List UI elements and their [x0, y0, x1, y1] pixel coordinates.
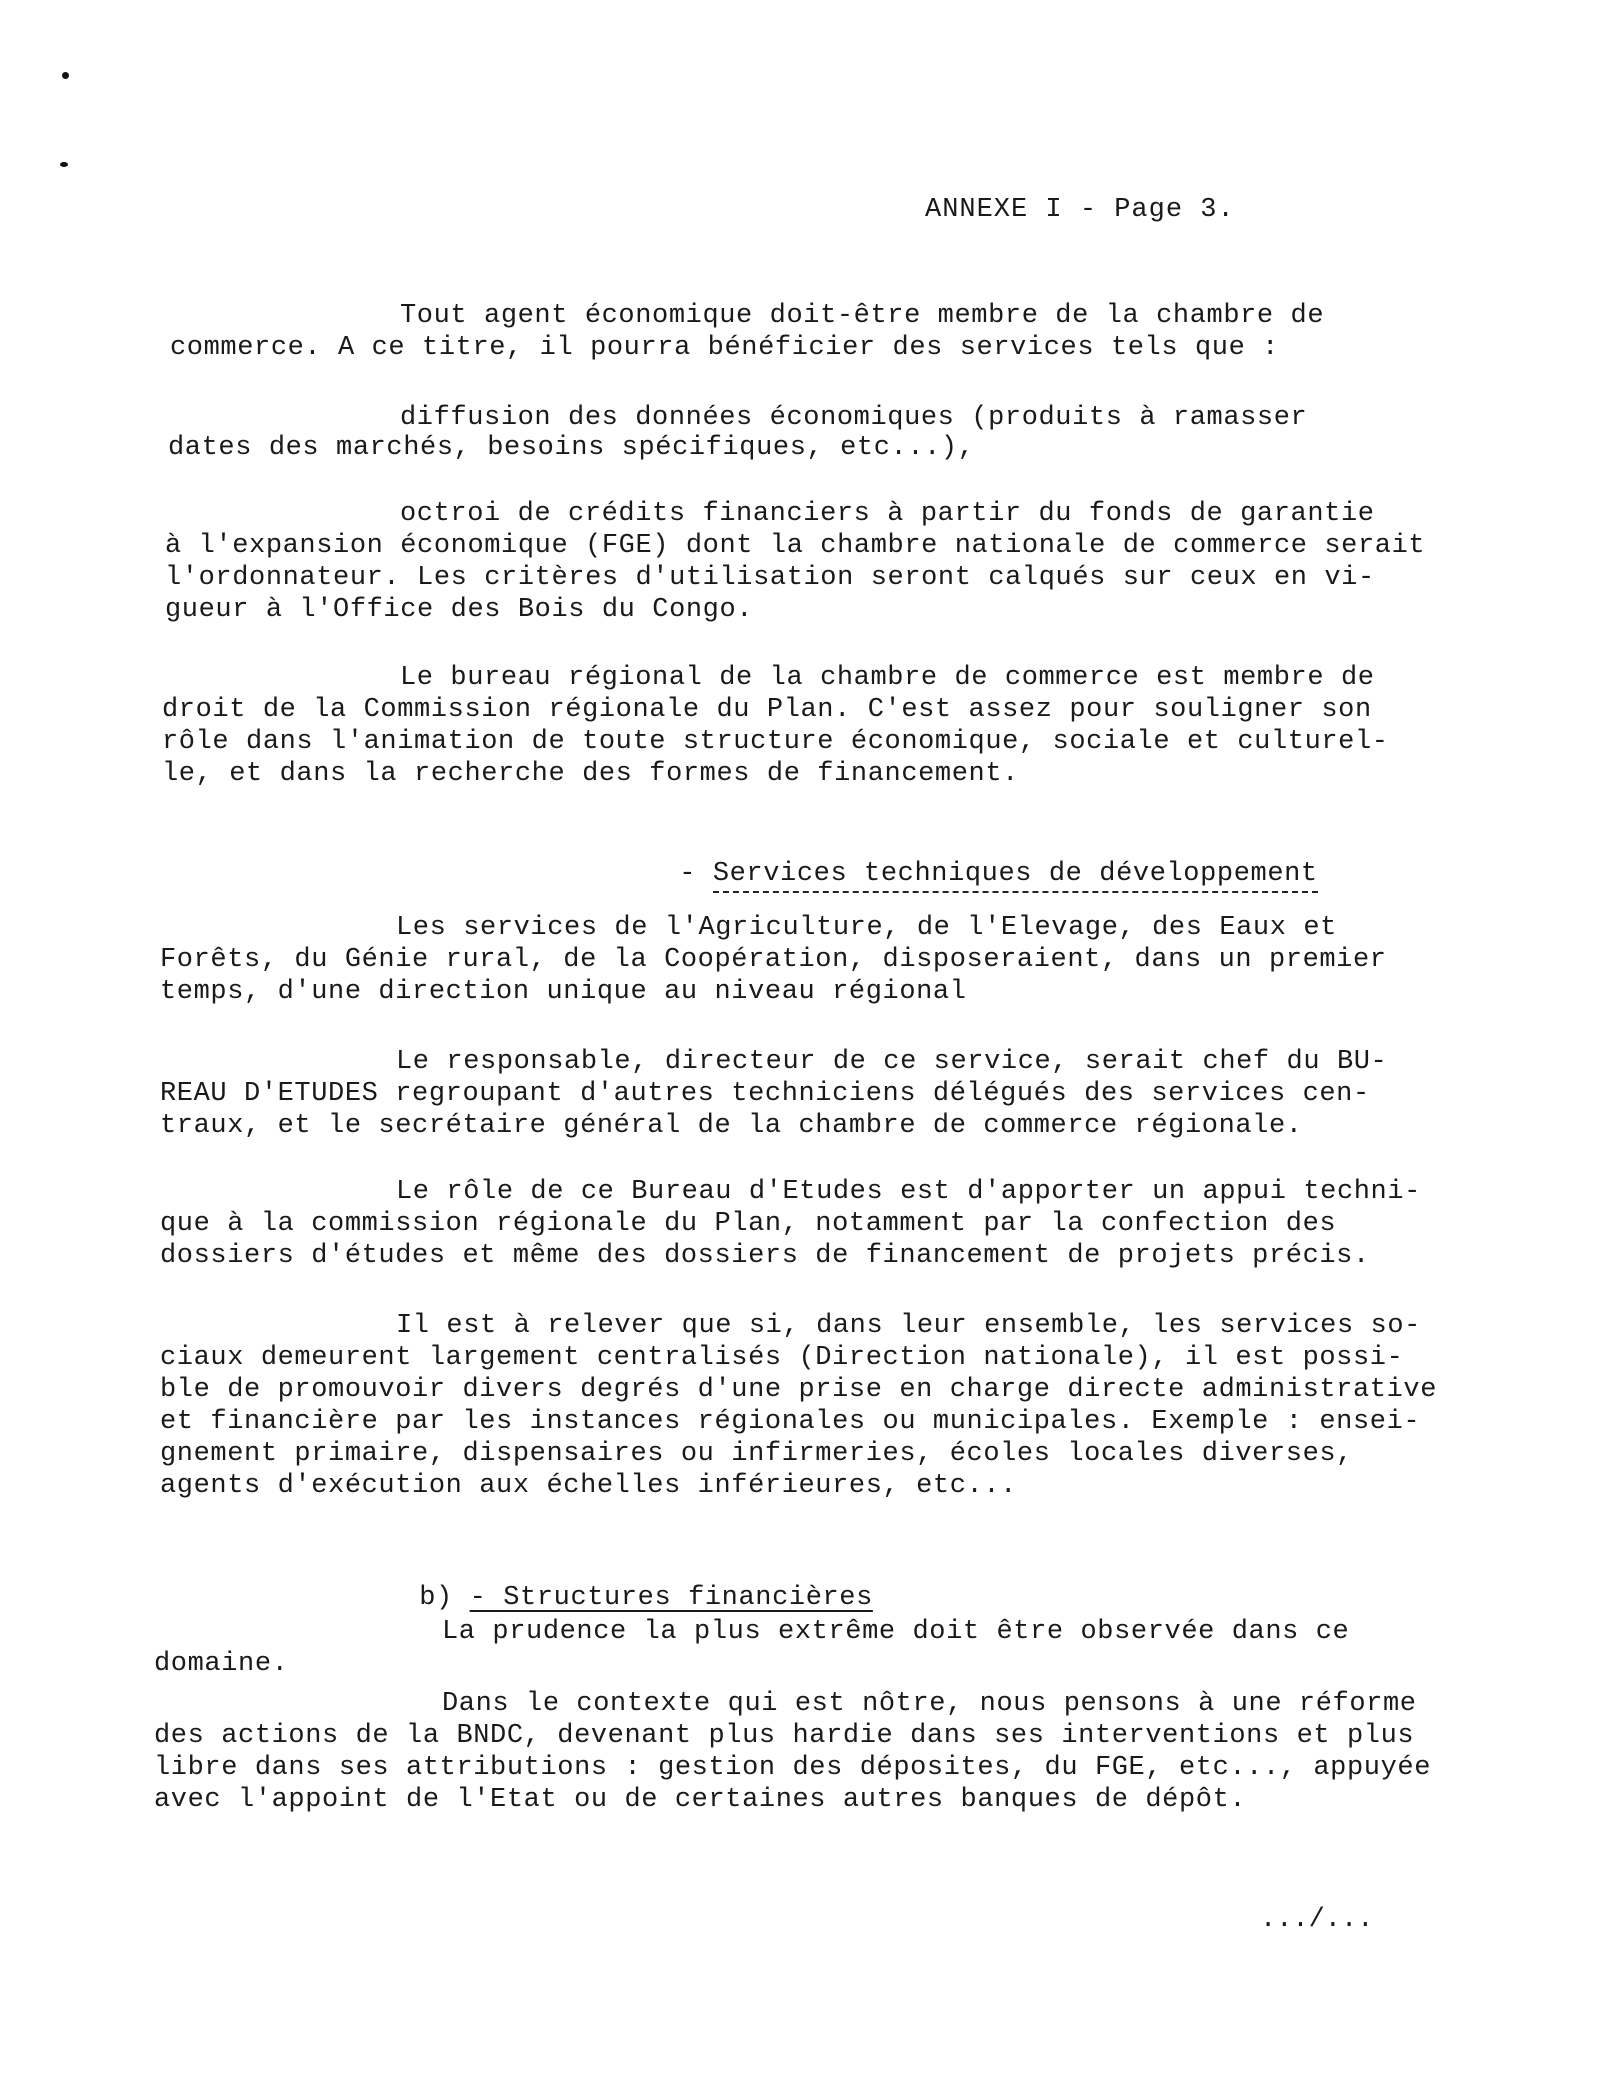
text-line: Le bureau régional de la chambre de commerce est membre de: [400, 663, 1375, 693]
heading-prefix: b): [419, 1583, 470, 1613]
text-line: temps, d'une direction unique au niveau régional: [160, 977, 967, 1007]
text-line: ciaux demeurent largement centralisés (Direction nationale), il est possi-: [160, 1343, 1404, 1373]
text-line: des actions de la BNDC, devenant plus hardie dans ses interventions et plus: [154, 1721, 1415, 1751]
text-line: Forêts, du Génie rural, de la Coopération, disposeraient, dans un premier: [160, 945, 1387, 975]
text-line: octroi de crédits financiers à partir du fonds de garantie: [400, 499, 1375, 529]
text-line: REAU D'ETUDES regroupant d'autres techniciens délégués des services cen-: [160, 1079, 1370, 1109]
heading-text: Services techniques de développement: [713, 859, 1318, 893]
text-line: dates des marchés, besoins spécifiques, etc...),: [168, 433, 975, 463]
text-line: le, et dans la recherche des formes de financement.: [162, 759, 1019, 789]
heading-dash: -: [679, 859, 713, 889]
text-line: libre dans ses attributions : gestion des déposites, du FGE, etc..., appuyée: [154, 1753, 1431, 1783]
page-header: ANNEXE I - Page 3.: [925, 195, 1235, 225]
text-line: traux, et le secrétaire général de la chambre de commerce régionale.: [160, 1111, 1303, 1141]
text-line: rôle dans l'animation de toute structure économique, sociale et culturel-: [162, 727, 1389, 757]
text-line: gnement primaire, dispensaires ou infirmeries, écoles locales diverses,: [160, 1439, 1353, 1469]
text-line: l'ordonnateur. Les critères d'utilisation seront calqués sur ceux en vi-: [165, 563, 1375, 593]
section-heading-services-techniques: [612, 826, 1318, 922]
text-line: et financière par les instances régionales ou municipales. Exemple : ensei-: [160, 1407, 1421, 1437]
text-line: domaine.: [154, 1649, 289, 1679]
text-line: Le responsable, directeur de ce service, serait chef du BU-: [396, 1047, 1388, 1077]
text-line: que à la commission régionale du Plan, notamment par la confection des: [160, 1209, 1337, 1239]
text-line: droit de la Commission régionale du Plan. C'est assez pour souligner son: [162, 695, 1372, 725]
text-line: Dans le contexte qui est nôtre, nous pensons à une réforme: [442, 1689, 1417, 1719]
text-line: agents d'exécution aux échelles inférieures, etc...: [160, 1471, 1017, 1501]
scan-speck: [60, 162, 68, 167]
text-line: diffusion des données économiques (produits à ramasser: [400, 403, 1308, 433]
text-line: ble de promouvoir divers degrés d'une prise en charge directe administrative: [160, 1375, 1437, 1405]
text-line: commerce. A ce titre, il pourra bénéficier des services tels que :: [170, 333, 1279, 363]
text-line: gueur à l'Office des Bois du Congo.: [165, 595, 754, 625]
text-line: Tout agent économique doit-être membre de la chambre de: [400, 301, 1325, 331]
text-line: avec l'appoint de l'Etat ou de certaines autres banques de dépôt.: [154, 1785, 1247, 1815]
heading-text: - Structures financières: [469, 1583, 873, 1613]
continuation-marker: .../...: [1260, 1905, 1374, 1935]
scan-speck: [62, 72, 69, 79]
text-line: à l'expansion économique (FGE) dont la chambre nationale de commerce serait: [165, 531, 1426, 561]
text-line: dossiers d'études et même des dossiers de financement de projets précis.: [160, 1241, 1370, 1271]
text-line: Les services de l'Agriculture, de l'Elevage, des Eaux et: [396, 913, 1337, 943]
text-line: Le rôle de ce Bureau d'Etudes est d'apporter un appui techni-: [396, 1177, 1421, 1207]
text-line: La prudence la plus extrême doit être observée dans ce: [442, 1617, 1350, 1647]
text-line: Il est à relever que si, dans leur ensemble, les services so-: [396, 1311, 1421, 1341]
